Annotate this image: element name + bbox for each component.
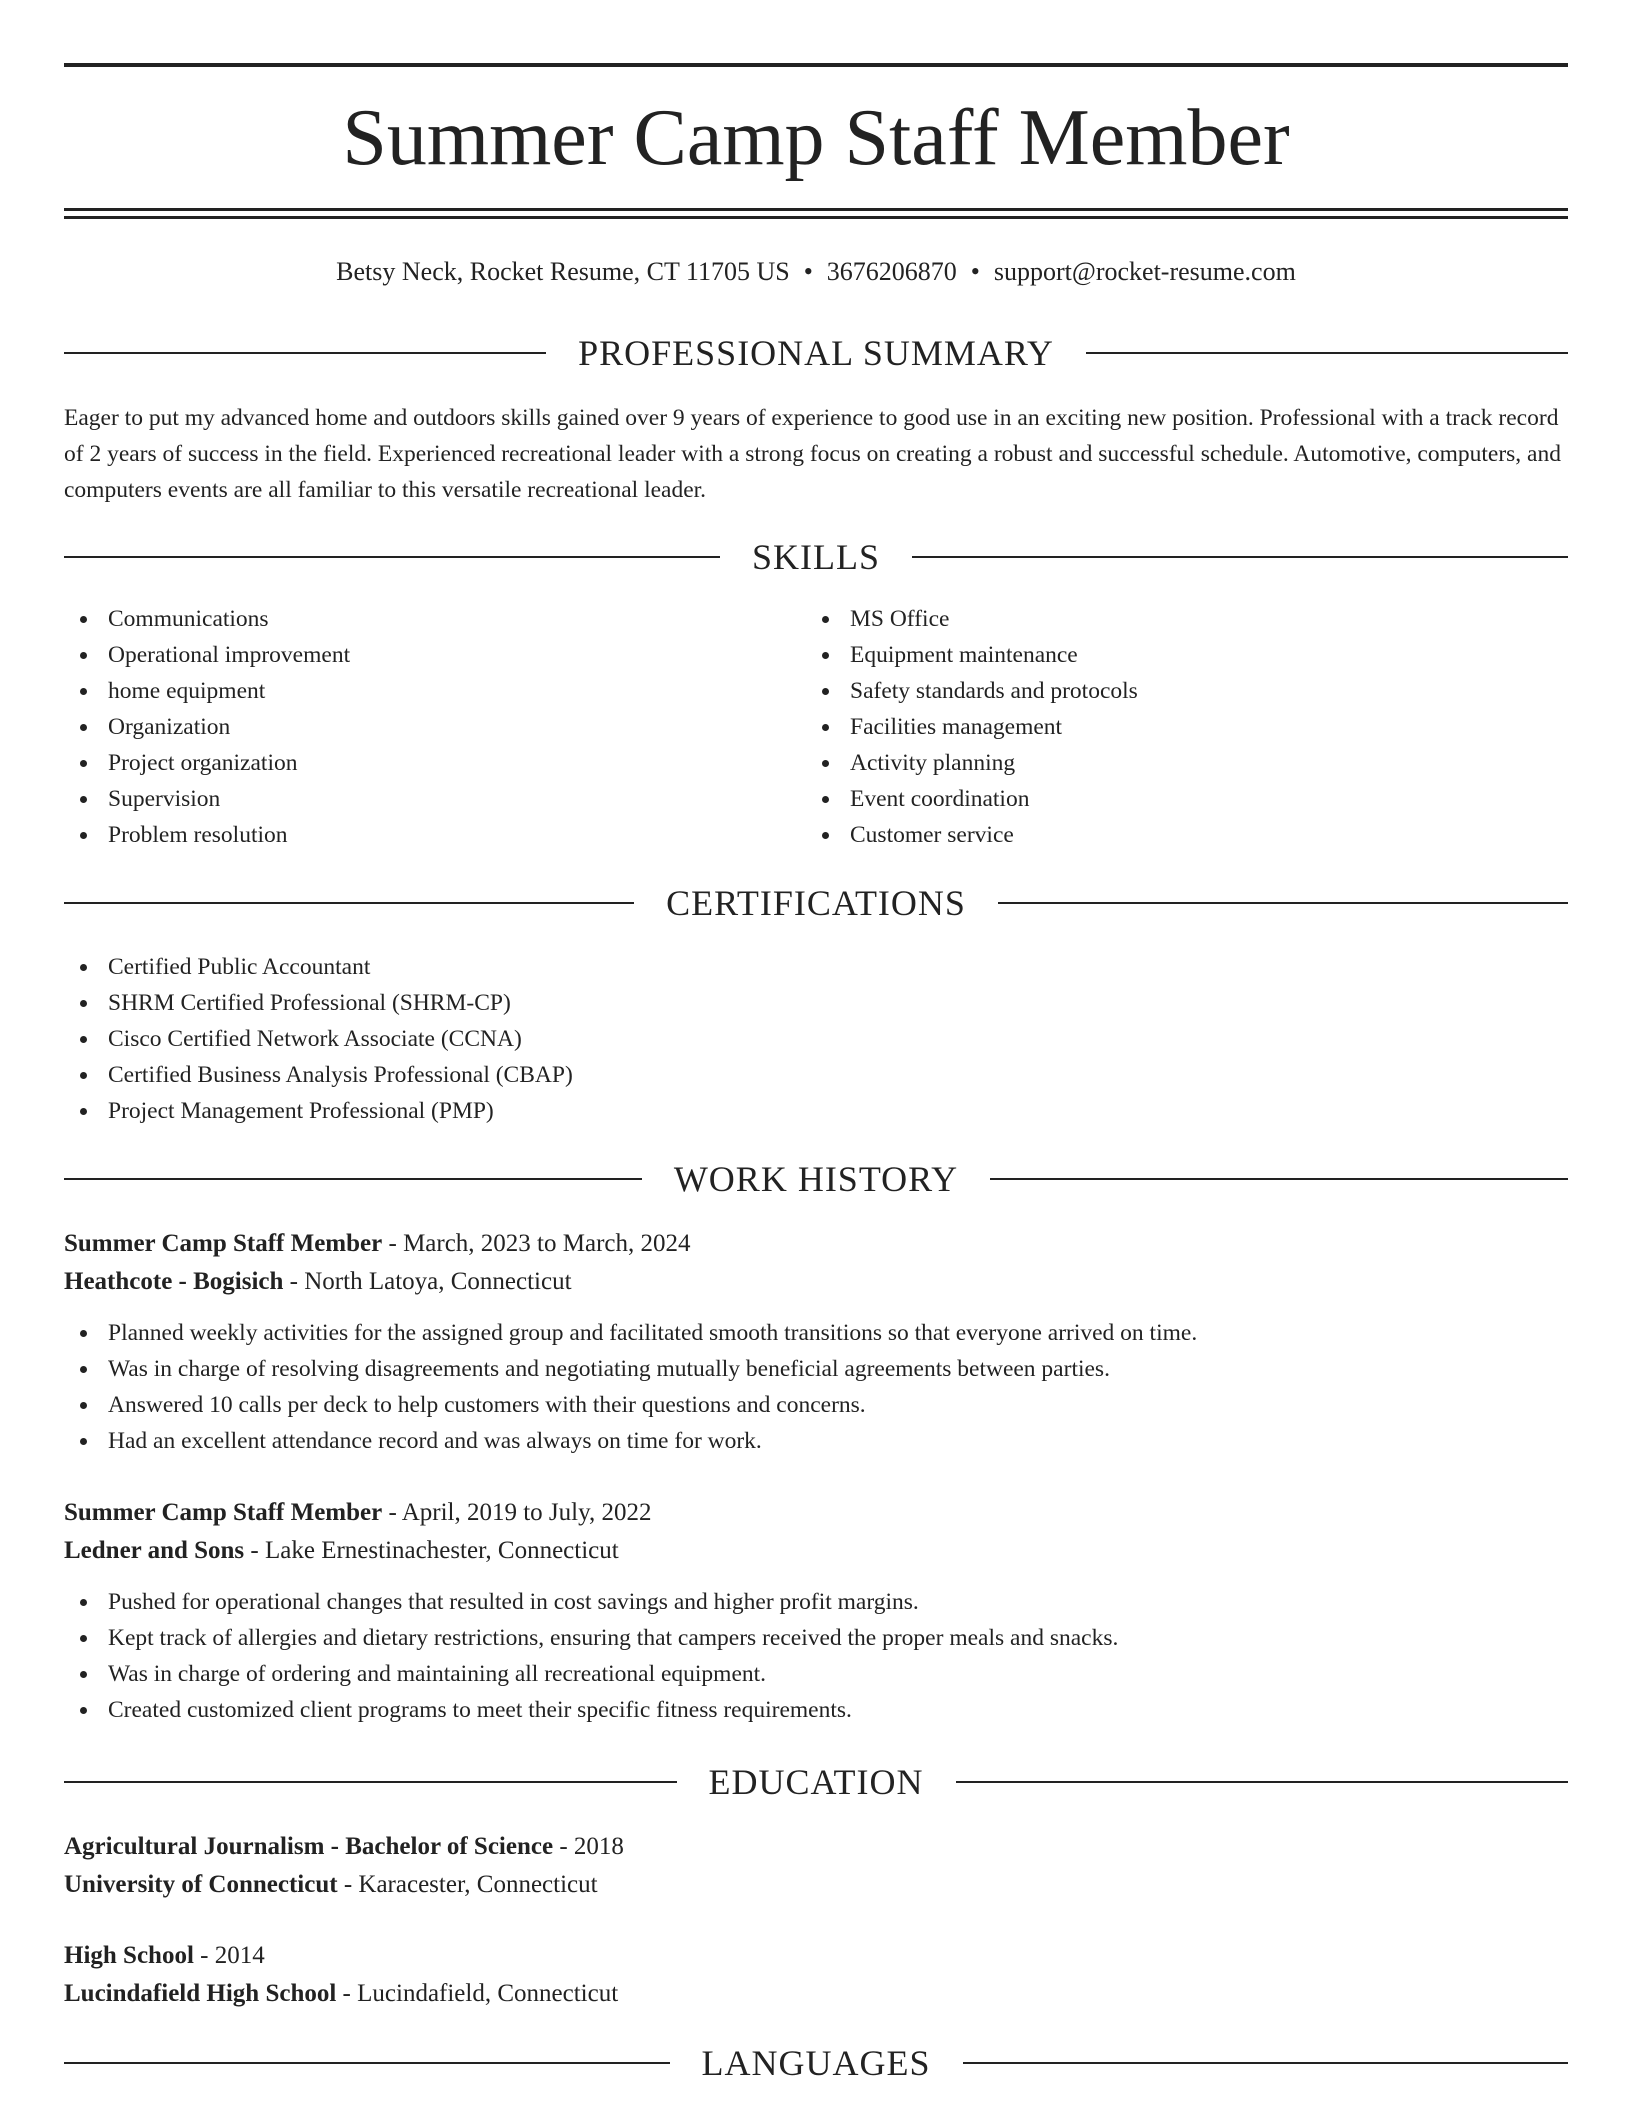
job-title-line: Summer Camp Staff Member - March, 2023 to March, 2024 (64, 1230, 691, 1257)
job-dates: March, 2023 to March, 2024 (403, 1230, 691, 1257)
job-duty: Planned weekly activities for the assigned group and facilitated smooth transitions so that everyone arrived on time. (64, 1315, 1568, 1351)
skill-item: Activity planning (806, 745, 1506, 781)
education-degree-line: Agricultural Journalism - Bachelor of Science - 2018 (64, 1833, 624, 1860)
heading-rule (998, 902, 1568, 904)
heading-rule (912, 556, 1568, 558)
job-entry (64, 1225, 1568, 1459)
skill-item: Communications (64, 601, 764, 637)
heading-rule (64, 556, 720, 558)
section-title: SKILLS (752, 537, 881, 577)
job-duty: Kept track of allergies and dietary restrictions, ensuring that campers received the proper meals and snacks. (64, 1620, 1568, 1656)
certification-item: Project Management Professional (PMP) (64, 1093, 1164, 1129)
summary-text: Eager to put my advanced home and outdoors skills gained over 9 years of experience to good use in an exciting new position. Professional with a track record of 2 years of success in the field. Experienced recreational leader with a strong focus on creating a robust and successful schedule. Automotive, computers, and computers events are all familiar to this versatile recreational leader. (64, 405, 1561, 503)
section-title: PROFESSIONAL SUMMARY (578, 333, 1054, 373)
heading-rule (64, 902, 634, 904)
job-duty: Had an excellent attendance record and was always on time for work. (64, 1423, 1568, 1459)
job-duty: Was in charge of ordering and maintaining all recreational equipment. (64, 1656, 1568, 1692)
skill-item: Equipment maintenance (806, 637, 1506, 673)
education-degree-line: High School - 2014 (64, 1942, 265, 1969)
heading-rule (64, 352, 546, 354)
heading-rule (956, 1781, 1569, 1783)
job-duties-list (64, 1315, 1568, 1459)
certification-item: Certified Public Accountant (64, 949, 1164, 985)
heading-rule (990, 1178, 1568, 1180)
job-duty: Answered 10 calls per deck to help customers with their questions and concerns. (64, 1387, 1568, 1423)
education-location: Karacester, Connecticut (358, 1871, 598, 1898)
job-location: North Latoya, Connecticut (304, 1268, 572, 1295)
heading-rule (963, 2062, 1569, 2064)
job-company: Ledner and Sons (64, 1537, 245, 1564)
skill-item: Organization (64, 709, 764, 745)
heading-rule (64, 1781, 677, 1783)
contact-line (64, 255, 1568, 289)
skills-list-right (806, 601, 1506, 853)
education-degree: High School (64, 1942, 194, 1969)
skill-item: home equipment (64, 673, 764, 709)
section-heading-education (64, 1760, 1568, 1804)
heading-rule (64, 2062, 670, 2064)
job-title: Summer Camp Staff Member (64, 1499, 383, 1526)
education-year: 2018 (573, 1833, 624, 1860)
skill-item: Project organization (64, 745, 764, 781)
education-location: Lucindafield, Connecticut (357, 1980, 619, 2007)
section-heading-certifications (64, 881, 1568, 925)
job-duty: Created customized client programs to meet their specific fitness requirements. (64, 1692, 1568, 1728)
skill-item: Event coordination (806, 781, 1506, 817)
skills-list-left (64, 601, 764, 853)
resume-title: Summer Camp Staff Member (342, 94, 1290, 182)
job-title: Summer Camp Staff Member (64, 1230, 383, 1257)
job-duties-list (64, 1584, 1568, 1728)
heading-rule (1086, 352, 1568, 354)
education-degree: Agricultural Journalism - Bachelor of Science (64, 1833, 554, 1860)
heading-rule (64, 1178, 642, 1180)
education-year: 2014 (214, 1942, 265, 1969)
job-title-line: Summer Camp Staff Member - April, 2019 to July, 2022 (64, 1499, 652, 1526)
job-company-line: Heathcote - Bogisich - North Latoya, Connecticut (64, 1268, 572, 1295)
job-company: Heathcote - Bogisich (64, 1268, 284, 1295)
job-duty: Pushed for operational changes that resulted in cost savings and higher profit margins. (64, 1584, 1568, 1620)
job-dates: April, 2019 to July, 2022 (401, 1499, 652, 1526)
section-heading-languages (64, 2041, 1568, 2085)
education-school: Lucindafield High School (64, 1980, 337, 2007)
job-duty: Was in charge of resolving disagreements and negotiating mutually beneficial agreements between parties. (64, 1351, 1568, 1387)
certifications-list (64, 949, 1164, 1129)
skill-item: Customer service (806, 817, 1506, 853)
certification-item: Certified Business Analysis Professional (CBAP) (64, 1057, 1164, 1093)
section-heading-work-history (64, 1157, 1568, 1201)
education-school-line: University of Connecticut - Karacester, Connecticut (64, 1871, 598, 1898)
section-title: LANGUAGES (701, 2043, 931, 2083)
section-heading-skills (64, 535, 1568, 579)
job-location: Lake Ernestinachester, Connecticut (265, 1537, 619, 1564)
skill-item: Supervision (64, 781, 764, 817)
certification-item: SHRM Certified Professional (SHRM-CP) (64, 985, 1164, 1021)
education-entry (64, 1937, 1568, 2013)
job-entry (64, 1494, 1568, 1728)
skill-item: Problem resolution (64, 817, 764, 853)
skill-item: Operational improvement (64, 637, 764, 673)
certification-item: Cisco Certified Network Associate (CCNA) (64, 1021, 1164, 1057)
section-title: EDUCATION (708, 1762, 924, 1802)
section-heading-summary (64, 331, 1568, 375)
section-title: WORK HISTORY (673, 1159, 959, 1199)
contact-phone: 3676206870 (826, 257, 957, 286)
top-rule (64, 63, 1568, 67)
education-school-line: Lucindafield High School - Lucindafield, Connecticut (64, 1980, 619, 2007)
skill-item: Facilities management (806, 709, 1506, 745)
job-company-line: Ledner and Sons - Lake Ernestinachester, Connecticut (64, 1537, 619, 1564)
skill-item: MS Office (806, 601, 1506, 637)
contact-address: Betsy Neck, Rocket Resume, CT 11705 US (336, 257, 790, 286)
section-title: CERTIFICATIONS (666, 883, 966, 923)
contact-separator: • (803, 257, 813, 286)
title-double-rule (64, 208, 1568, 219)
contact-separator: • (970, 257, 980, 286)
education-entry (64, 1828, 1568, 1904)
skill-item: Safety standards and protocols (806, 673, 1506, 709)
education-school: University of Connecticut (64, 1871, 338, 1898)
contact-email: support@rocket-resume.com (993, 257, 1296, 286)
